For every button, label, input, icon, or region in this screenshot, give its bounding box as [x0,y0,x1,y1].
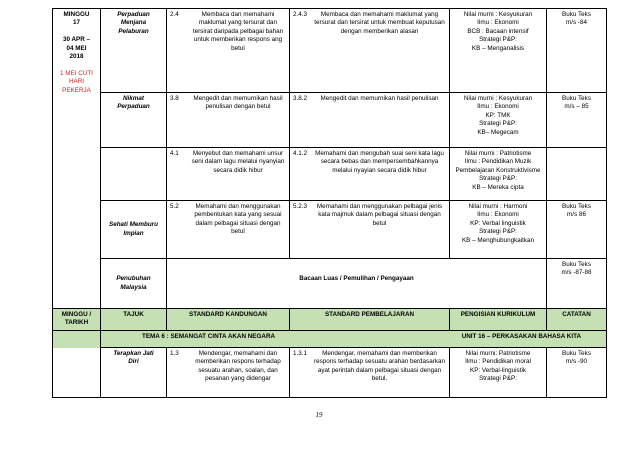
header-content-standard: STANDARD KANDUNGAN [167,309,290,331]
notes-line: m/s -87-88 [561,269,592,277]
header-notes: CATATAN [547,309,607,331]
standard-content-cell [167,348,290,398]
topic-cell [101,201,167,259]
enrichment-text: Bacaan Luas / Pemulihan / Pengayaan [299,275,414,282]
notes-line: m/s 86 [567,211,586,219]
lesson-plan-page [52,8,606,398]
curriculum-cell [450,93,547,148]
standard-code: 1.3 [170,350,179,357]
enrichment-cell [167,259,547,309]
lesson-plan-table [52,8,607,398]
table-row [53,348,607,398]
notes-cell [547,259,607,309]
week-cell [53,331,101,348]
curriculum-line: Strategi P&P: [479,228,517,236]
topic-cell [101,93,167,148]
topic-line: Perpaduan [117,103,150,111]
standard-code: 2.4 [170,11,179,18]
notes-line: m/s -84 [566,19,587,27]
curriculum-line: Nilai murni : Patriotisme [464,150,532,157]
header-week-line: MINGGU / [61,311,92,318]
learning-standard-cell [290,201,450,259]
week-cell [53,9,101,309]
standard-text: Mengedit dan memurnikan hasil penulisan dengan betul [193,95,283,111]
standard-text: Membaca dan memahami maklumat yang tersurat dan tersirat daripada pelbagai bahan untuk memberikan respons ang betul [192,11,284,52]
curriculum-line: Ilmu : Ekonomi [477,19,519,27]
learning-standard-cell [290,148,450,201]
standard-code: 3.8 [170,95,179,102]
theme-row [53,331,607,348]
standard-text: Memahami dan menggunakan pembentukan kata yang sesuai dalam pelbagai situasi dengan betul [194,203,282,236]
header-curriculum: PENGISIAN KURIKULUM [450,309,547,331]
topic-line: Diri [128,358,139,366]
curriculum-line: KP: TMK [485,111,511,119]
page-number: 19 [315,411,323,419]
week-cell [53,348,101,398]
curriculum-line: KB– Megecam [477,128,519,136]
standard-text: Menyebut dan memahami unsur seni dalam lagu melalui nyanyian secara didik hibur [191,150,285,174]
notes-line: Buku Teks [562,350,591,357]
curriculum-line: KP: Verbal linguistik [470,219,526,227]
topic-line: Malaysia [120,283,147,291]
standard-code: 4.1 [170,150,179,157]
topic-line: Pelaburan [118,27,149,35]
unit-title: UNIT 16 – PERKASAKAN BAHASA KITA [461,333,581,340]
holiday-note-line: 1 MEI CUTI [60,69,93,77]
week-date-line: 04 MEI [66,44,87,52]
learning-standard-cell [290,9,450,93]
curriculum-cell [450,148,547,201]
curriculum-line: Nilai murni: Patriotisme [465,350,531,357]
learning-code: 1.3.1 [293,350,308,357]
topic-line: Sehati Memburu [109,221,158,229]
week-number: 17 [72,19,80,27]
learning-text: Memahami dan mengubah suai seni kata lagu secara bebas dan mempersembahkannya melalui nyayian secara didik hibur [315,150,444,174]
learning-code: 4.1.2 [293,150,308,157]
learning-text: Membaca dan memahami maklumat yang tersurat dan tersirat untuk membuat keputusan dengan memberikan alasan [314,11,445,35]
learning-code: 3.8.2 [293,95,308,102]
learning-code: 2.4.3 [293,11,308,18]
curriculum-cell [450,348,547,398]
notes-cell [547,93,607,148]
header-week-line: TARIKH [64,319,89,327]
theme-cell [101,331,607,348]
curriculum-cell [450,9,547,93]
table-row [53,201,607,259]
table-row [53,259,607,309]
header-topic: TAJUK [101,309,167,331]
standard-text: Mendengar, memahami dan memberikan respons terhadap sesuatu arahan, soalan, dan pesanan yang didengar [195,350,281,383]
curriculum-line: Strategi P&P: [479,36,517,44]
learning-standard-cell [290,93,450,148]
holiday-note-line: HARI [68,78,85,86]
notes-cell [547,348,607,398]
week-date-line: 30 APR – [62,36,91,44]
table-row [53,93,607,148]
topic-cell [101,259,167,309]
curriculum-line: Ilmu : Pendidikan Muzik [464,158,532,166]
curriculum-cell [450,201,547,259]
learning-text: Mendengar, memahami dan memberikan respons terhadap sesuatu arahan berdasarkan ayat perintah dalam pelbagai situasi dengan betul. [314,350,445,383]
notes-line: Buku Teks [562,261,591,268]
curriculum-line: KP: Verbal-linguistik [470,366,526,374]
notes-line: Buku Teks [562,11,591,18]
header-week [53,309,101,331]
topic-line: Penubuhan [116,275,151,283]
week-label: MINGGU [63,11,90,18]
notes-cell [547,9,607,93]
topic-cell [101,348,167,398]
learning-code: 5.2.3 [293,203,308,210]
topic-cell [101,9,167,93]
curriculum-line: Strategi P&P: [479,120,517,128]
curriculum-line: Nilai murni : Kesyukuran [463,95,533,102]
topic-line: Menjana [120,19,147,27]
notes-line: Buku Teks [562,95,591,102]
notes-cell [547,148,607,201]
table-header-row [53,309,607,331]
standard-code: 5.2 [170,203,179,210]
topic-line: Impian [123,229,144,237]
standard-content-cell [167,93,290,148]
curriculum-line: Nilai murni : Harmoni [468,203,528,210]
curriculum-line: Strategi P&P: [479,175,517,183]
learning-text: Mengedit dan memurnikan hasil penulisan [320,95,439,102]
holiday-note-line: PEKERJA [62,86,91,94]
curriculum-line: KB – Menghubungkaitkan [461,236,535,244]
theme-title: TEMA 6 : SEMANGAT CINTA AKAN NEGARA [142,333,276,340]
topic-cell [101,148,167,201]
topic-line: Terapkan Jati [113,350,154,357]
table-row [53,9,607,93]
curriculum-line: KB – Mereka cipta [472,183,524,191]
header-learning-standard: STANDARD PEMBELAJARAN [290,309,450,331]
table-row [53,148,607,201]
notes-line: m/s – 85 [564,103,589,111]
learning-standard-cell [290,348,450,398]
topic-line: Nikmat [123,95,144,102]
curriculum-line: Pembelajaran Konstruktivisme [455,166,541,174]
notes-cell [547,201,607,259]
week-date-line: 2018 [69,53,84,61]
standard-content-cell [167,9,290,93]
topic-line: Perpaduan [117,11,150,18]
notes-line: Buku Teks [562,203,591,210]
curriculum-line: Nilai murni : Kesyukuran [463,11,533,18]
learning-text: Memahami dan menggunakan pelbagai jenis kata majmuk dalam pelbagai situasi dengan betul [316,203,443,227]
curriculum-line: KB – Menganalisis [471,44,525,52]
standard-content-cell [167,148,290,201]
curriculum-line: Ilmu : Ekonomi [477,103,519,111]
curriculum-line: Ilmu : Ekonomi [477,211,519,219]
curriculum-line: Strategi P&P: [479,375,517,383]
standard-content-cell [167,201,290,259]
curriculum-line: BCB : Bacaan intensif [467,27,529,35]
curriculum-line: Ilmu : Pendidikan moral [465,358,531,366]
notes-line: m/s -90 [566,358,587,366]
